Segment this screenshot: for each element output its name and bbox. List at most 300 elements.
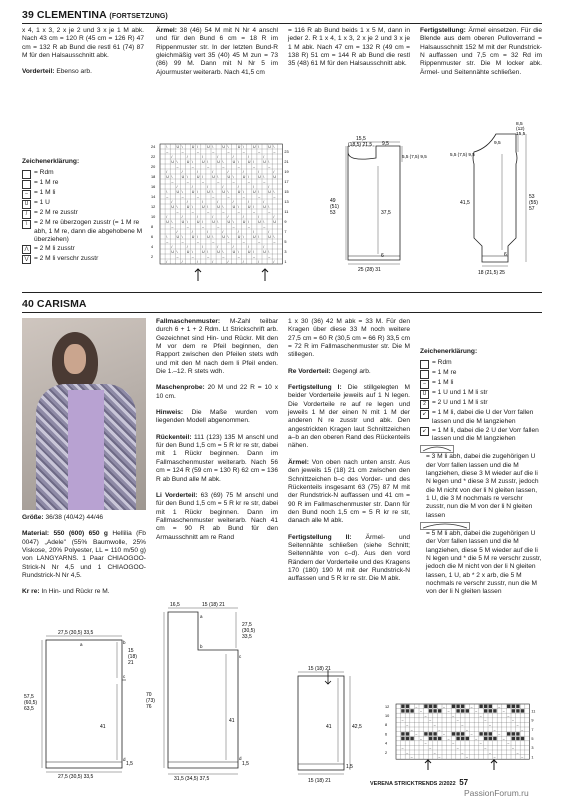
chart-row-numbers-left — [151, 145, 155, 259]
row-number: 20 — [151, 165, 156, 169]
s39-column-3 — [288, 27, 410, 69]
dim-bottom: 18 (21,5) 25 — [478, 270, 505, 276]
chart-cell-symbol: / — [196, 215, 198, 219]
chart-cell-symbol: \ — [247, 175, 249, 179]
chart-cell-symbol: – — [484, 746, 487, 751]
chart-cell-symbol: U — [186, 250, 190, 254]
chart-cell-fill — [424, 732, 427, 735]
fall-text: M-Zahl teilbar durch 6 + 1 + 2 Rdm. Lt Strickschrift arb. Gezeichnet sind Hin- und Rückr. Mit den M vor dem re Pfeil beginnen, den Rapport zwischen den Pfeilen stets wdh und mit den M nach dem li Pfeil enden. Die 1.–12. R stets wdh. — [156, 318, 278, 376]
chart-cell-symbol: U — [186, 205, 190, 209]
legend-symbol — [420, 370, 429, 379]
chart-cell-symbol: – — [484, 718, 487, 723]
dim-top-2: (12) — [516, 127, 525, 132]
s40-legend-title: Zeichenerklärung: — [420, 348, 478, 355]
row-number: 18 — [151, 175, 156, 179]
repeat-arrow-right — [425, 760, 431, 770]
photo-dress — [68, 390, 104, 510]
chart-cell-symbol: – — [247, 225, 250, 229]
chart-cell-symbol: U — [247, 160, 251, 164]
chart-cell-symbol: – — [202, 180, 204, 184]
row-number: 23 — [284, 150, 289, 154]
legend-item: = Rdm — [22, 169, 144, 179]
dim-left-3: 76 — [146, 704, 152, 710]
s39-col3-text: = 116 R ab Bund beids 1 x 5 M, dann in jeder 2. R 1 x 4, 1 x 3, 2 x je 2 und 3 x je 1 M abk. Nach 47 cm = 132 R (49 cm = 138 R) 51 cm = 144 R ab Bund die restl 35 (48) 61 M für den Halsausschnitt abk. — [288, 27, 410, 68]
chart-cell-symbol: – — [273, 240, 276, 244]
probe-label: Maschenprobe: — [156, 384, 205, 392]
legend-symbol: U — [22, 200, 31, 209]
chart-cell-symbol: U — [202, 250, 205, 254]
chart-cell-fill — [429, 709, 432, 712]
chart-cell-fill — [479, 732, 482, 735]
legend-symbol — [22, 180, 31, 189]
chart-cell-symbol: – — [493, 727, 496, 732]
chart-cell-symbol: – — [456, 746, 459, 751]
row-number: 10 — [385, 714, 390, 718]
legend-long-1: = 3 M li abh, dabei die zugehörigen U der Vorr fallen lassen und die M langziehen, diese 3 M wieder auf die li N legen und * diese 3 M zusstr, jedoch die M nicht von der li N gleiten lassen, 1 U, die 3 M nochmals re verschr zusstr, nun die M von der li N gleiten lassen — [426, 453, 539, 519]
chart-cell-symbol: \ — [268, 205, 270, 209]
lv-label: Li Vorderteil: — [156, 491, 198, 499]
chart-cell-symbol: – — [512, 746, 514, 751]
chart-cell-symbol: / — [273, 215, 275, 219]
chart-cell-symbol: U — [212, 175, 215, 179]
dim-top: 27,5 (30,5) 33,5 — [58, 630, 94, 636]
section-title: CARISMA — [36, 298, 87, 310]
row-number: 5 — [284, 240, 287, 244]
chart-cell-symbol: \ — [186, 175, 188, 179]
chart-cell-symbol: – — [479, 741, 482, 746]
chart-cell-fill — [406, 705, 409, 708]
lv-text: 63 (69) 75 M anschl und für den Bund 1,5 cm = 5 R kr re str, dabei mit 1 Rückr beginnen. Dann im Fallmaschenmuster weiterarb. Nach 41 cm = 90 R ab Bund für den Armausschnitt am re Rand — [156, 491, 278, 541]
ae-text: Von oben nach unten anstr. Aus den jeweils 15 (18) 21 cm zwischen den Schnittzeichen b–c des Vorder- und des Rückenteils insgesamt 63 (75) 87 M mit der Rundstrick-N auffassen und 41 cm = 90 R im Fallmaschenmuster str. Dann für den Bund noch 1,5 cm = 5 R kr re str, danach alle M abk. — [288, 458, 410, 525]
chart-cell-symbol: – — [196, 195, 199, 199]
chart-cell-symbol: – — [232, 225, 235, 229]
chart-cell-symbol: – — [242, 240, 245, 244]
chart-cell-symbol: \ — [247, 220, 249, 224]
legend-item: U = 1 U — [22, 199, 144, 209]
chart-cell-symbol: U — [181, 175, 185, 179]
chart-cell-symbol: / — [191, 230, 193, 234]
chart-cell-symbol: / — [253, 230, 254, 234]
chart-cell-symbol: / — [176, 185, 178, 189]
hint-text: Die Maße wurden vom liegenden Modell abgenommen. — [156, 409, 278, 425]
chart-cell-symbol: \ — [171, 220, 173, 224]
chart-cell-symbol: \ — [222, 160, 224, 164]
dim-bottom: 15 (18) 21 — [308, 778, 331, 784]
repeat-arrow-left — [262, 269, 268, 281]
legend-long-2: = 5 M li abh, dabei die zugehörigen U der Vorr fallen lassen und die M langziehen, diese 5 M wieder auf die li N legen und * die 5 M re verschr zusstr, jedoch die M nicht von der li N gleiten lassen, 1 U, ab * 2 x arb, die 5 M nochmals re verschr zusstr, nun die M von der li N gleiten lassen — [426, 529, 542, 596]
chart-cell-symbol: / — [171, 245, 173, 249]
chart-cell-symbol: \ — [212, 145, 214, 149]
row-number: 19 — [284, 170, 289, 174]
dim-right-3: 57 — [529, 206, 535, 212]
legend-item: ↙ = 1 M li, dabei die 2 U der Vorr fallen lassen und die M langziehen — [420, 427, 542, 444]
chart-cell-symbol: – — [186, 225, 189, 229]
legend-symbol: ↙ — [420, 410, 429, 419]
chart-cell-symbol: – — [207, 255, 210, 259]
chart-cell-symbol: U — [191, 145, 195, 149]
chart-cell-symbol: U — [222, 145, 226, 149]
dim-mid: 41 — [326, 724, 332, 730]
s40-schematic-front — [146, 602, 278, 780]
chart-cell-symbol: – — [227, 150, 230, 154]
chart-cell-symbol: – — [415, 732, 418, 737]
chart-cell-symbol: – — [247, 180, 250, 184]
dim-neck-drop: 5,5 (7,5) 9,5 — [402, 154, 427, 159]
chart-cell-symbol: / — [232, 155, 234, 159]
chart-cell-symbol: – — [438, 727, 441, 732]
chart-cell-symbol: U — [217, 160, 220, 164]
sleeve-outline — [473, 134, 517, 262]
chart-cell-fill — [410, 709, 413, 712]
chart-cell-fill — [406, 737, 409, 740]
row-number: 2 — [151, 255, 154, 259]
chart-cell-symbol: – — [420, 737, 422, 741]
chart-cell-symbol: – — [433, 723, 436, 728]
chart-cell-symbol: U — [227, 220, 231, 224]
chart-cell-symbol: U — [263, 205, 266, 209]
chart-cell-symbol: – — [191, 210, 194, 214]
s39-column-4 — [420, 27, 542, 77]
dim-right-3: 21 — [128, 660, 134, 666]
chart-cell-fill — [461, 737, 464, 740]
chart-cell-symbol: U — [217, 205, 220, 209]
chart-cell-fill — [489, 732, 492, 735]
chart-cell-fill — [512, 705, 515, 708]
chart-cell-symbol: / — [222, 185, 224, 189]
chart-cell-symbol: \ — [242, 190, 244, 194]
chart-cell-fill — [484, 732, 487, 735]
chart-cell-symbol: / — [232, 245, 234, 249]
chart-cell-symbol: / — [202, 155, 203, 159]
model-photo — [22, 318, 146, 510]
chart-cell-symbol: – — [273, 150, 276, 154]
chart-grid — [396, 704, 529, 759]
dim-left-1: 70 — [146, 692, 152, 698]
s39-column-2 — [156, 27, 278, 77]
chart-cell-symbol: – — [406, 750, 409, 755]
size-text: 36/38 (40/42) 44/46 — [45, 514, 104, 521]
chart-cell-symbol: – — [456, 718, 459, 723]
chart-cell-symbol: – — [466, 755, 468, 760]
chart-cell-symbol: \ — [186, 220, 188, 224]
row-number: 12 — [151, 205, 156, 209]
chart-cell-symbol: \ — [232, 220, 234, 224]
chart-cell-fill — [456, 737, 459, 740]
legend-symbol — [22, 170, 31, 179]
chart-cell-symbol: U — [207, 235, 210, 239]
dim-right-1: 53 — [529, 194, 535, 200]
chart-cell-fill — [466, 709, 469, 712]
dim-left-1: 57,5 — [24, 694, 34, 700]
material-label: Material: 550 (600) 650 g — [22, 530, 108, 538]
dim-rib: 1,5 — [346, 764, 353, 770]
chart-cell-symbol: / — [242, 215, 244, 219]
chart-cell-symbol: – — [470, 732, 473, 737]
chart-cell-symbol: – — [171, 225, 174, 229]
chart-cell-symbol: U — [191, 235, 195, 239]
chart-cell-fill — [512, 709, 515, 712]
chart-cell-symbol: – — [217, 225, 220, 229]
chart-cell-fill — [484, 737, 487, 740]
chart-cell-symbol: \ — [237, 205, 239, 209]
dim-bottom: 27,5 (30,5) 33,5 — [58, 774, 94, 780]
chart-cell-symbol: – — [420, 709, 422, 714]
dim-left-top: 5,5 (7,5) 9,5 — [450, 152, 475, 157]
s39-vorderteil-label: Vorderteil: — [22, 68, 55, 76]
chart-cell-symbol: – — [466, 727, 468, 732]
mark-d: d — [239, 756, 242, 761]
row-number: 15 — [284, 190, 289, 194]
chart-cell-symbol: U — [176, 190, 180, 194]
chart-cell-symbol: \ — [222, 250, 224, 254]
chart-cell-symbol: / — [166, 260, 168, 264]
chart-cell-fill — [410, 737, 413, 740]
chart-cell-symbol: – — [415, 704, 418, 709]
chart-cell-symbol: U — [258, 220, 261, 224]
chart-cell-symbol: – — [516, 750, 519, 755]
dim-top-1: 8,5 — [516, 122, 523, 127]
s39-aermel-label: Ärmel: — [156, 27, 177, 34]
row-number: 6 — [151, 235, 154, 239]
chart-cell-symbol: – — [443, 704, 445, 709]
chart-cell-symbol: – — [268, 210, 271, 214]
chart-cell-symbol: \ — [258, 145, 260, 149]
chart-cell-fill — [429, 705, 432, 708]
legend-item: – = 1 M li — [420, 379, 542, 389]
rt-label: Rückenteil: — [156, 433, 192, 441]
chart-cell-symbol: \ — [166, 235, 168, 239]
legend-item: 2 = 2 U und 1 M li str — [420, 399, 542, 409]
legend-item: = 1 M re — [420, 369, 542, 379]
chart-cell-symbol: / — [212, 260, 214, 264]
chart-cell-fill — [401, 705, 404, 708]
chart-cell-symbol: / — [263, 155, 265, 159]
chart-cell-symbol: – — [176, 210, 179, 214]
chart-cell-symbol: – — [232, 180, 235, 184]
chart-cell-symbol: – — [263, 180, 266, 184]
dim-width-top: 15,5 — [356, 136, 366, 142]
chart-row-numbers-right — [284, 150, 288, 264]
row-number: 3 — [284, 250, 287, 254]
legend-symbol: ⋁ — [22, 255, 31, 264]
chart-cell-symbol: U — [217, 250, 220, 254]
mark-a: a — [80, 642, 83, 647]
chart-cell-symbol: U — [273, 220, 277, 224]
row-number: 4 — [385, 741, 388, 746]
chart-cell-fill — [433, 709, 436, 712]
chart-cell-fill — [516, 705, 519, 708]
chart-cell-symbol: / — [191, 185, 193, 189]
chart-cell-symbol: \ — [258, 235, 260, 239]
chart-cell-fill — [433, 705, 436, 708]
section-39-title — [22, 9, 168, 21]
chart-cell-symbol: – — [502, 709, 505, 714]
chart-cell-symbol: / — [186, 200, 188, 204]
chart-cell-symbol: – — [461, 750, 464, 755]
row-number: 11 — [531, 709, 536, 714]
chart-cell-symbol: – — [181, 150, 184, 154]
chart-cell-symbol: U — [171, 250, 175, 254]
chart-cell-fill — [438, 709, 441, 712]
chart-cell-symbol: – — [498, 704, 501, 709]
chart-cell-symbol: \ — [217, 220, 219, 224]
chart-cell-symbol: \ — [227, 235, 229, 239]
chart-cell-symbol: – — [191, 165, 194, 169]
chart-cell-fill — [512, 732, 515, 735]
chart-cell-symbol: – — [475, 709, 478, 714]
chart-cell-fill — [507, 705, 510, 708]
row-number: 1 — [531, 755, 534, 760]
chart-cell-symbol: – — [438, 755, 441, 760]
chart-cell-symbol: – — [181, 195, 184, 199]
chart-cell-symbol: U — [207, 145, 210, 149]
legend-symbol: ↙ — [420, 427, 429, 436]
chart-cell-symbol: / — [237, 230, 239, 234]
legend-item: = Rdm — [420, 359, 542, 369]
chart-cell-symbol: U — [171, 205, 175, 209]
chart-cell-fill — [401, 737, 404, 740]
chart-cell-fill — [507, 732, 510, 735]
chart-cell-symbol: U — [273, 175, 277, 179]
section-39-rule — [22, 23, 542, 24]
chart-cell-symbol: \ — [273, 235, 275, 239]
chart-row-numbers-right — [531, 709, 535, 759]
chart-cell-fill — [456, 705, 459, 708]
chart-cell-symbol: / — [202, 200, 203, 204]
s40-legend — [420, 348, 542, 597]
chart-cell-symbol: / — [253, 185, 254, 189]
chart-cell-symbol: U — [202, 205, 205, 209]
chart-cell-symbol: \ — [171, 175, 173, 179]
dim-right-1: 27,5 — [242, 622, 252, 628]
chart-cell-symbol: U — [191, 190, 195, 194]
chart-cell-fill — [452, 705, 455, 708]
chart-cell-symbol: \ — [207, 160, 209, 164]
chart-cell-symbol: U — [232, 250, 236, 254]
chart-cell-symbol: – — [166, 195, 169, 199]
chart-cell-symbol: \ — [227, 190, 229, 194]
hint-label: Hinweis: — [156, 409, 184, 417]
chart-cell-symbol: – — [166, 150, 169, 154]
chart-cell-symbol: \ — [207, 205, 209, 209]
chart-cell-symbol: / — [258, 260, 260, 264]
chart-cell-symbol: / — [186, 155, 188, 159]
chart-cell-symbol: – — [217, 180, 220, 184]
s40-column-2 — [156, 318, 278, 542]
chart-cell-symbol: – — [237, 210, 240, 214]
chart-cell-symbol: / — [217, 155, 219, 159]
row-number: 14 — [151, 195, 156, 199]
chart-cell-fill — [401, 709, 404, 712]
chart-cell-symbol: \ — [263, 175, 265, 179]
s40-schematic-sleeve — [288, 660, 384, 784]
chart-cell-symbol: – — [461, 723, 464, 728]
chart-cell-symbol: – — [470, 704, 473, 709]
legend-symbol: / — [22, 210, 31, 219]
row-number: 11 — [284, 210, 289, 214]
chart-cell-symbol: \ — [222, 205, 224, 209]
chart-cell-symbol: U — [268, 235, 271, 239]
chart-cell-symbol: / — [222, 230, 224, 234]
chart-cell-symbol: \ — [237, 160, 239, 164]
chart-cell-fill — [461, 732, 464, 735]
row-number: 4 — [151, 245, 154, 249]
chart-cell-symbol: / — [166, 215, 168, 219]
chart-cell-symbol: / — [181, 260, 183, 264]
chart-cell-symbol: / — [207, 230, 209, 234]
chart-cell-symbol: U — [227, 175, 231, 179]
chart-cell-symbol: – — [176, 165, 179, 169]
chart-cell-symbol: / — [196, 170, 198, 174]
dim-right-1: 15 — [128, 648, 134, 654]
chart-cell-symbol: U — [196, 220, 200, 224]
legend-symbol: – — [420, 380, 429, 389]
chart-cell-symbol: – — [253, 255, 255, 259]
row-number: 9 — [284, 220, 287, 224]
chart-cell-symbol: – — [401, 718, 404, 723]
sleeve-outline — [298, 676, 344, 770]
mark-c: c — [123, 674, 126, 679]
chart-cell-symbol: U — [263, 250, 266, 254]
chart-cell-symbol: / — [181, 215, 183, 219]
chart-cell-symbol: \ — [196, 145, 198, 149]
chart-cell-symbol: \ — [166, 145, 168, 149]
chart-cell-symbol: / — [217, 200, 219, 204]
legend-symbol: 2 — [420, 400, 429, 409]
chart-cell-symbol: U — [253, 145, 256, 149]
chart-cell-symbol: U — [268, 145, 271, 149]
s39-knitting-chart — [150, 140, 289, 285]
chart-cell-symbol: \ — [253, 160, 254, 164]
rv-text: Gegengl arb. — [332, 367, 371, 375]
s40-column-3 — [288, 318, 410, 584]
chart-cell-symbol: – — [447, 709, 450, 714]
chart-cell-symbol: – — [227, 195, 230, 199]
row-number: 16 — [151, 185, 156, 189]
s39-schematic-sleeve — [430, 120, 542, 280]
chart-cell-symbol: – — [181, 240, 184, 244]
s39-legend-title: Zeichenerklärung: — [22, 158, 80, 165]
s39-vorderteil-text: Ebenso arb. — [56, 68, 92, 76]
chart-grid — [160, 144, 282, 264]
chart-cell-symbol: / — [217, 245, 219, 249]
chart-cell-symbol: \ — [196, 235, 198, 239]
f2-text: Ärmel- und Seitennähte schließen (siehe Schnitt; Seitennähte von c–d). Aus den vord Rändern der Vorderteile und des Kragens 170 (180) 190 M mit der Rundstrick-N auffassen und 5 R kr re str. Die M abk. — [288, 533, 410, 583]
row-number: 8 — [151, 225, 154, 229]
chart-cell-symbol: U — [253, 190, 256, 194]
chart-cell-symbol: \ — [263, 220, 265, 224]
chart-cell-symbol: U — [212, 220, 215, 224]
page-number: 57 — [459, 778, 469, 787]
dim-width-top-sub: (18,5) 21,5 — [348, 142, 373, 148]
size-label: Größe: — [22, 514, 44, 521]
chart-cell-symbol: – — [512, 718, 514, 723]
chart-cell-fill — [489, 709, 492, 712]
mark-b: b — [123, 640, 126, 645]
chart-cell-symbol: / — [258, 170, 260, 174]
chart-cell-symbol: \ — [273, 145, 275, 149]
chart-cell-symbol: U — [207, 190, 210, 194]
chart-cell-symbol: / — [186, 245, 188, 249]
chart-cell-symbol: – — [166, 240, 169, 244]
chart-cell-fill — [452, 732, 455, 735]
chart-cell-symbol: \ — [212, 235, 214, 239]
legend-symbol: \ — [22, 220, 31, 229]
chart-cell-fill — [521, 737, 524, 740]
watermark: PassionForum.ru — [464, 788, 529, 798]
back-outline — [46, 640, 122, 768]
dim-left-2: (73) — [146, 698, 155, 704]
